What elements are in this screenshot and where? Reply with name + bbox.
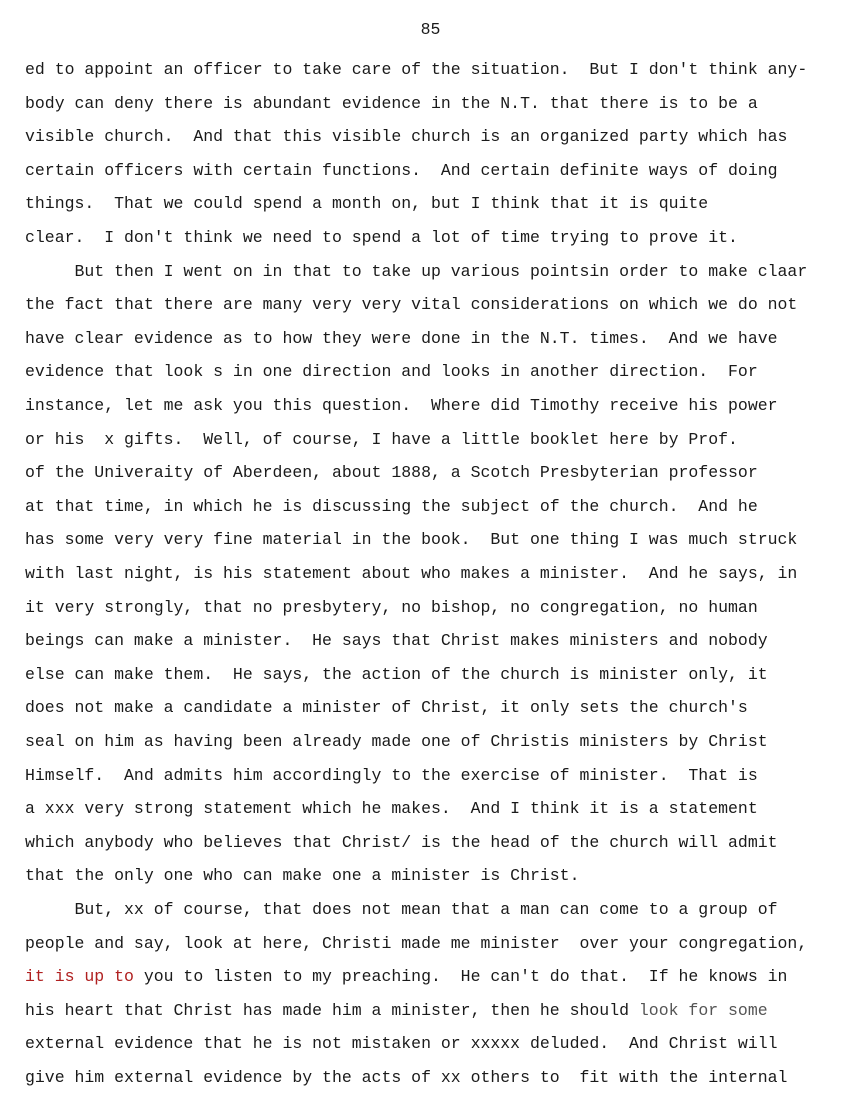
red-ink-text: it is up to [25, 967, 134, 987]
line-text: a xxx very strong statement which he makes. And I think it is a statement [25, 799, 758, 819]
line-text: of the Univeraity of Aberdeen, about 1888, a Scotch Presbyterian professor [25, 463, 758, 483]
line-text: seal on him as having been already made one of Christis ministers by Christ [25, 732, 768, 751]
line-text: his heart that Christ has made him a minister, then he should [25, 1000, 639, 1020]
text-line [25, 228, 738, 248]
text-line [25, 94, 758, 114]
line-text: clear. I don't think we need to spend a lot of time trying to prove it. [25, 228, 738, 247]
page-number: 85 [420, 20, 441, 39]
text-line [25, 732, 768, 752]
text-line [25, 1034, 778, 1054]
line-text: But, xx of course, that does not mean that a man can come to a group of [25, 900, 778, 919]
text-line [25, 564, 797, 584]
line-text: with last night, is his statement about who makes a minister. And he says, in [25, 564, 798, 583]
line-text: has some very very fine material in the book. But one thing I was much struck [25, 530, 798, 550]
text-line [25, 833, 778, 853]
line-text: beings can make a minister. He says that Christ makes ministers and nobody [25, 631, 768, 651]
line-text: visible church. And that this visible church is an organized party which has [25, 127, 788, 147]
text-line [25, 934, 807, 954]
line-text: or his x gifts. Well, of course, I have a little booklet here by Prof. [25, 429, 738, 449]
text-line [25, 194, 708, 214]
text-line [25, 967, 787, 987]
text-line [25, 766, 758, 786]
text-line [25, 161, 778, 181]
text-line [25, 60, 807, 80]
text-line [25, 329, 778, 349]
text-line [25, 1001, 768, 1021]
text-line [25, 900, 778, 920]
text-line [25, 430, 738, 450]
line-text: body can deny there is abundant evidence in the N.T. that there is to be a [25, 93, 758, 113]
line-text: ed to appoint an officer to take care of the situation. But I don't think any- [25, 60, 808, 79]
text-line [25, 463, 758, 483]
line-text: Himself. And admits him accordingly to the exercise of minister. That is [25, 765, 758, 785]
line-text: you to listen to my preaching. He can't do that. If he knows in [133, 967, 788, 987]
text-line [25, 866, 580, 886]
text-line [25, 598, 758, 618]
text-line [25, 1068, 787, 1088]
line-text: instance, let me ask you this question. Where did Timothy receive his power [25, 396, 778, 415]
line-text: does not make a candidate a minister of Christ, it only sets the church's [25, 698, 748, 718]
line-text: have clear evidence as to how they were done in the N.T. times. And we have [25, 328, 778, 348]
line-text: give him external evidence by the acts of xx others to fit with the internal [25, 1068, 788, 1087]
line-text: external evidence that he is not mistaken or xxxxx deluded. And Christ will [25, 1034, 778, 1054]
line-text: certain officers with certain functions. And certain definite ways of doing [25, 160, 778, 180]
line-text: the fact that there are many very very vital considerations on which we do not [25, 295, 798, 315]
line-text: evidence that look s in one direction and looks in another direction. For [25, 362, 758, 382]
text-line [25, 295, 797, 315]
faint-text: look for some [638, 1000, 768, 1020]
text-line [25, 362, 758, 382]
text-line [25, 799, 758, 819]
line-text: things. That we could spend a month on, but I think that it is quite [25, 194, 709, 214]
line-text: it very strongly, that no presbytery, no bishop, no congregation, no human [25, 597, 758, 617]
text-line [25, 665, 768, 685]
text-line [25, 396, 778, 416]
text-line [25, 698, 748, 718]
line-text: at that time, in which he is discussing the subject of the church. And he [25, 496, 758, 516]
line-text: which anybody who believes that Christ/ is the head of the church will admit [25, 832, 778, 852]
line-text: that the only one who can make one a minister is Christ. [25, 866, 580, 886]
text-line [25, 127, 787, 147]
line-text: else can make them. He says, the action of the church is minister only, it [25, 664, 768, 684]
line-text: people and say, look at here, Christi made me minister over your congregation, [25, 933, 808, 953]
text-line [25, 262, 807, 282]
text-line [25, 497, 758, 517]
text-line [25, 530, 797, 550]
text-line [25, 631, 768, 651]
line-text: But then I went on in that to take up various pointsin order to make claar [25, 261, 808, 281]
